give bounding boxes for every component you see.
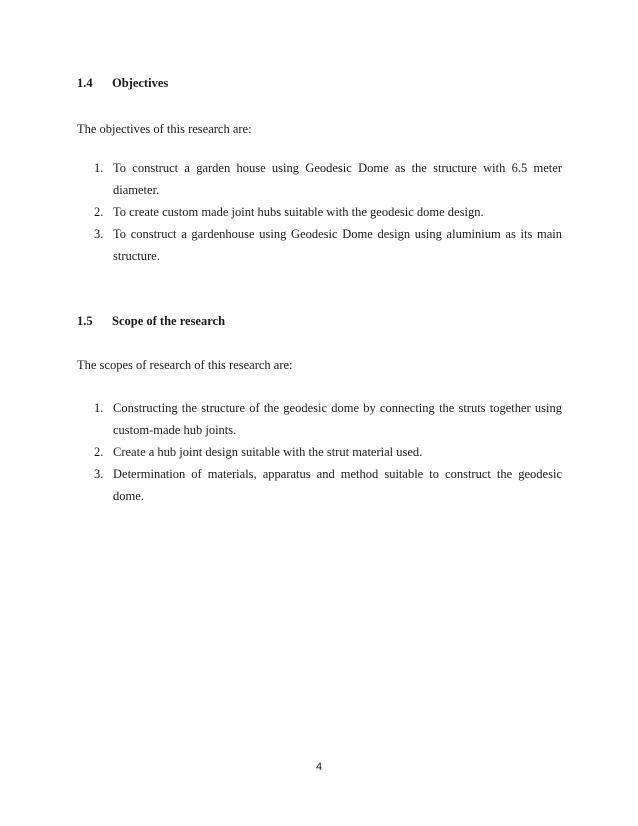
list-marker: 1. xyxy=(94,161,104,175)
section-title: Objectives xyxy=(112,76,169,90)
scope-list xyxy=(94,397,562,507)
list-item-text: To construct a gardenhouse using Geodesic Dome design using aluminium as its main structure. xyxy=(113,227,562,263)
list-item xyxy=(94,441,562,463)
scope-intro: The scopes of research of this research are: xyxy=(77,358,293,372)
section-number: 1.4 xyxy=(77,76,93,90)
list-item-text: To construct a garden house using Geodesic Dome as the structure with 6.5 meter diameter. xyxy=(113,161,562,197)
section-number: 1.5 xyxy=(77,314,93,328)
section-heading-scope xyxy=(77,314,225,329)
list-marker: 1. xyxy=(94,401,104,415)
section-heading-objectives xyxy=(77,76,168,91)
list-item xyxy=(94,223,562,267)
objectives-intro: The objectives of this research are: xyxy=(77,122,252,136)
list-item xyxy=(94,201,562,223)
list-item xyxy=(94,397,562,441)
objectives-list xyxy=(94,157,562,267)
list-item-text: To create custom made joint hubs suitable with the geodesic dome design. xyxy=(113,205,484,219)
list-item xyxy=(94,157,562,201)
list-marker: 3. xyxy=(94,467,104,481)
section-title: Scope of the research xyxy=(112,314,226,328)
list-item-text: Determination of materials, apparatus and method suitable to construct the geodesic dome. xyxy=(113,467,562,503)
list-marker: 2. xyxy=(94,445,104,459)
list-item-text: Constructing the structure of the geodesic dome by connecting the struts together using custom-made hub joints. xyxy=(113,401,562,437)
list-marker: 2. xyxy=(94,205,104,219)
list-marker: 3. xyxy=(94,227,104,241)
list-item xyxy=(94,463,562,507)
list-item-text: Create a hub joint design suitable with the strut material used. xyxy=(113,445,423,459)
page-number: 4 xyxy=(315,761,323,773)
